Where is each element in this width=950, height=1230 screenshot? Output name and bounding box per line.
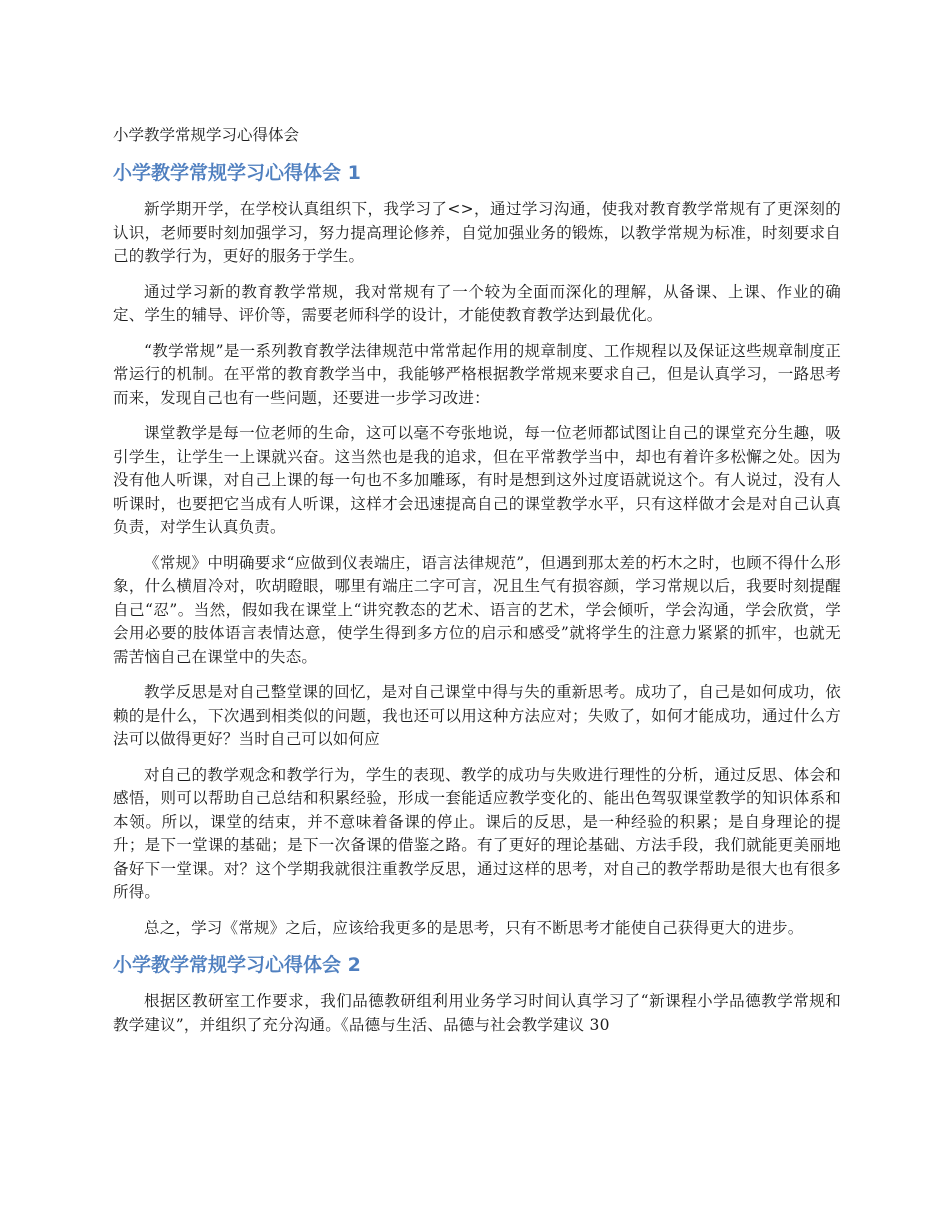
section-2 — [113, 952, 841, 1037]
section-1 — [113, 160, 841, 940]
paragraph: 《常规》中明确要求“应做到仪表端庄，语言法律规范”，但遇到那太差的朽木之时，也顾不得什么形象，什么横眉冷对，吹胡瞪眼，哪里有端庄二字可言，况且生气有损容颜，学习常规以后，我要时刻提醒自己“忍”。当然，假如我在课堂上“讲究教态的艺术、语言的艺术，学会倾听，学会沟通，学会欣赏，学会用必要的肢体语言表情达意，使学生得到多方位的启示和感受”就将学生的注意力紧紧的抓牢，也就无需苦恼自己在课堂中的失态。 — [113, 553, 841, 666]
paragraph: 总之，学习《常规》之后，应该给我更多的是思考，只有不断思考才能使自己获得更大的进步。 — [144, 918, 804, 937]
paragraph: 教学反思是对自己整堂课的回忆，是对自己课堂中得与失的重新思考。成功了，自己是如何成功，依赖的是什么，下次遇到相类似的问题，我也还可以用这种方法应对；失败了，如何才能成功，通过什么方法可以做得更好？当时自己可以如何应 — [113, 683, 841, 748]
paragraph: 根据区教研室工作要求，我们品德教研组利用业务学习时间认真学习了“新课程小学品德教学常规和教学建议”，并组织了充分沟通。《品德与生活、品德与社会教学建议 30 — [113, 992, 841, 1034]
paragraph: 新学期开学，在学校认真组织下，我学习了<>，通过学习沟通，使我对教育教学常规有了更深刻的认识，老师要时刻加强学习，努力提高理论修养，自觉加强业务的锻炼，以教学常规为标准，时刻要求自己的教学行为，更好的服务于学生。 — [113, 200, 841, 265]
document-page — [113, 124, 841, 1049]
section-heading: 小学教学常规学习心得体会 2 — [113, 954, 361, 976]
paragraph: “教学常规”是一系列教育教学法律规范中常常起作用的规章制度、工作规程以及保证这些规章制度正常运行的机制。在平常的教育教学当中，我能够严格根据教学常规来要求自己，但是认真学习，一路思考而来，发现自己也有一些问题，还要进一步学习改进： — [113, 341, 841, 407]
document-title: 小学教学常规学习心得体会 — [113, 126, 300, 144]
paragraph: 课堂教学是每一位老师的生命，这可以毫不夸张地说，每一位老师都试图让自己的课堂充分生趣，吸引学生，让学生一上课就兴奋。这当然也是我的追求，但在平常教学当中，却也有着许多松懈之处。因为没有他人听课，对自己上课的每一句也不多加雕琢，有时是想到这外过度语就说这个。有人说过，没有人听课时，也要把它当成有人听课，这样才会迅速提高自己的课堂教学水平，只有这样做才会是对自己认真负责，对学生认真负责。 — [113, 424, 841, 536]
paragraph: 对自己的教学观念和教学行为，学生的表现、教学的成功与失败进行理性的分析，通过反思、体会和感悟，则可以帮助自己总结和积累经验，形成一套能适应教学变化的、能出色驾驭课堂教学的知识体系和本领。所以，课堂的结束，并不意味着备课的停止。课后的反思，是一种经验的积累；是自身理论的提升；是下一堂课的基础；是下一次备课的借鉴之路。有了更好的理论基础、方法手段，我们就能更美丽地备好下一堂课。对？这个学期我就很注重教学反思，通过这样的思考，对自己的教学帮助是很大也有很多所得。 — [113, 765, 841, 901]
section-heading: 小学教学常规学习心得体会 1 — [113, 162, 361, 184]
paragraph: 通过学习新的教育教学常规，我对常规有了一个较为全面而深化的理解，从备课、上课、作业的确定、学生的辅导、评价等，需要老师科学的设计，才能使教育教学达到最优化。 — [113, 282, 841, 324]
